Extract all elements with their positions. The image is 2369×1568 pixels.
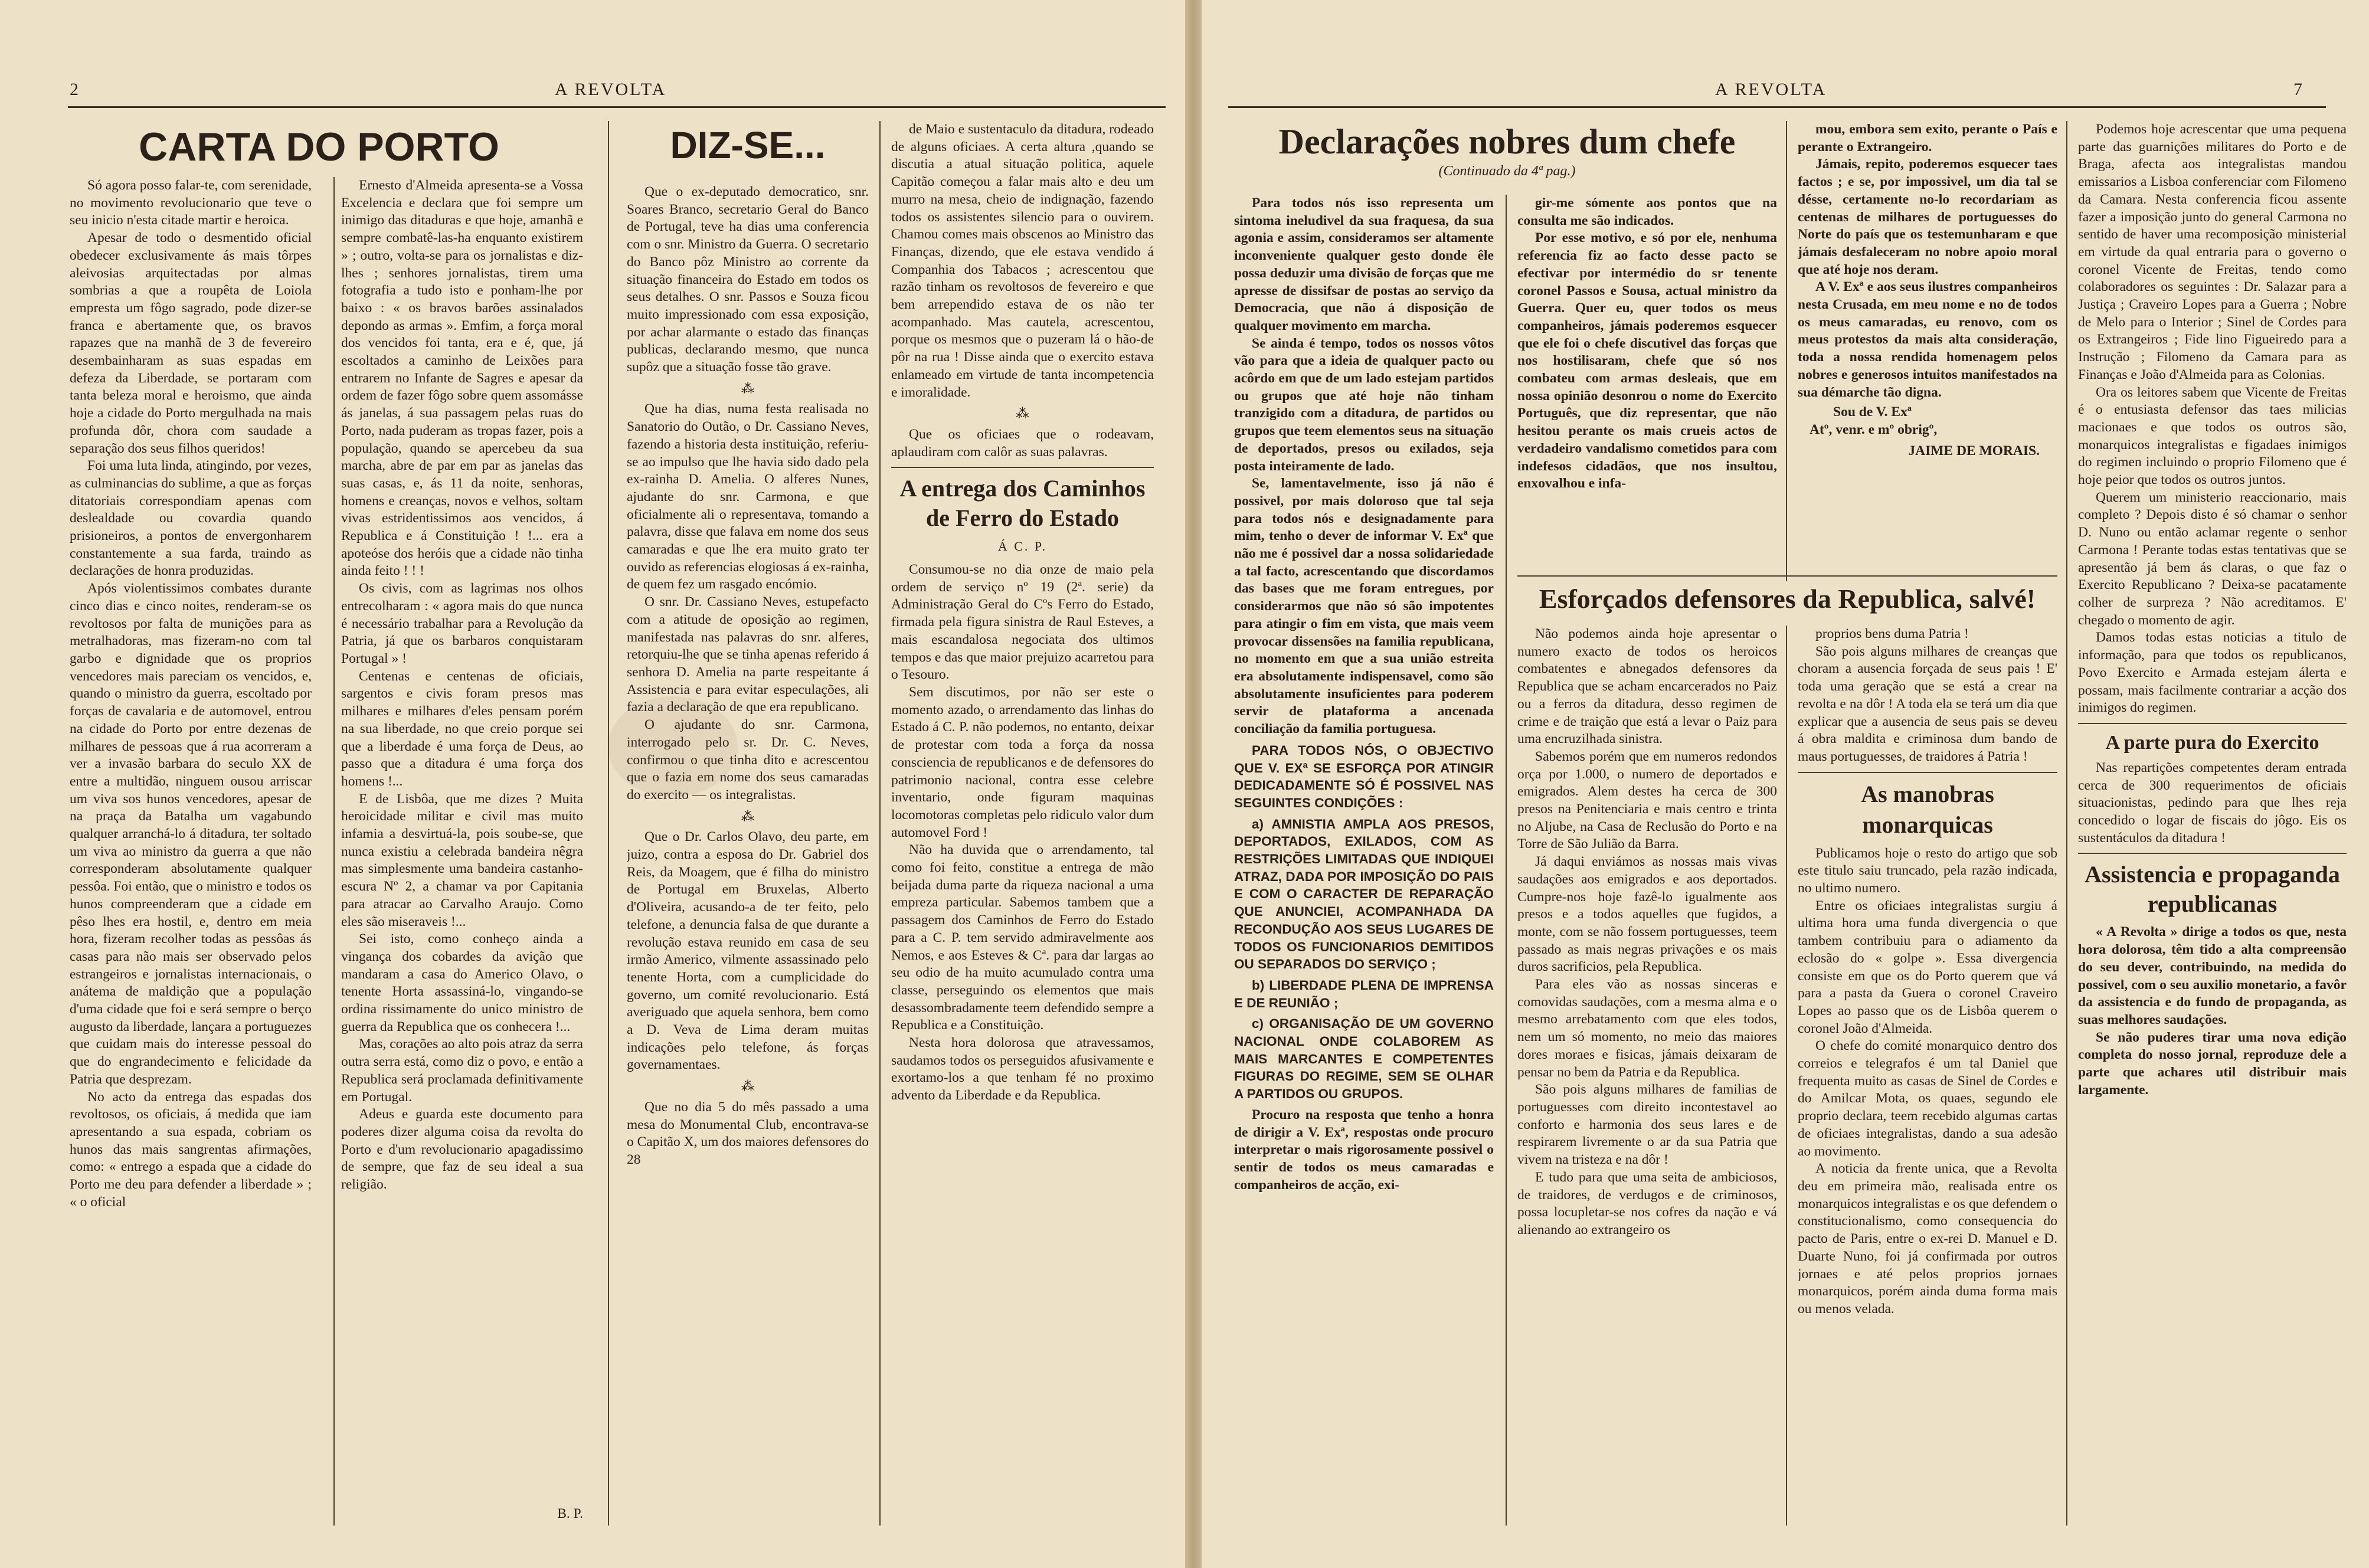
paragraph: Não podemos ainda hoje apresentar o numero exacto de todos os heroicos combatentes e abnegados defensores da Republica que se acham encarcerados no Paiz ou a ferros da ditadura, desso regimen de crime e de traição que está a levar o Paiz para uma encruzilhada sinistra.	[1517, 626, 1777, 747]
condition-item: a) AMNISTIA AMPLA AOS PRESOS, DEPORTADOS, EXILADOS, COM AS RESTRIÇÕES LIMITADAS QUE INDIQUEI ATRAZ, DADA POR IMPOSIÇÃO DO PAIS E COM O CARACTER DE REPARAÇÃO QUE ANUNCIEI, ACOMPANHADA DA RECONDUÇÃO AOS SEUS LUGARES DE TODOS OS FUNCIONARIOS DEMITIDOS OU SEPARADOS DO SERVIÇO ;	[1234, 816, 1494, 972]
paragraph: Após violentissimos combates durante cinco dias e cinco noites, renderam-se os revoltosos por falta de munições para as metralhadoras, mas fizeram-no com tal garbo e dignidade que os proprios vencedores mais pareciam os vencidos, e, quando o ministro da guerra, escoltado por forças de cavalaria e de automovel, entrou na cidade do Porto por entre dezenas de milhares de pessoas que á rua acorreram a ver a invasão barbara do seculo XX de entre a multidão, ninguem ousou arriscar um viva sos hunos vencedores, apesar de na praça da Batalha um vagabundo qualquer arranchá-lo á ditadura, ter soltado um viva ao ministro da guerra a que não corresponderam absolutamente qualquer pessôa. Foi então, que o ministro e todos os hunos compreenderam que a cidade em pêso lhes era hostil, e, dentro em meia hora, fizeram recolher todas as pessôas ás casas para não mais ser observado pelos estrangeiros e jornalistas internacionais, o anátema de maldição que a população d'uma cidade que foi e será sempre o berço augusto da liberdade, lançara a portuguezes que cuidam mais do interesse pessoal do que do engrandecimento e felicidade da Patria que desprezam.	[70, 581, 312, 1087]
asterism-separator: ⁂	[741, 381, 754, 396]
paragraph: Foi uma luta linda, atingindo, por vezes, as culminancias do sublime, a que as forças ditatoriais correspondiam apenas com deslealdade ou covardia quando prisioneiros, a pontos de envergonharem constantemente a sua farda, traindo as declarações de honra produzidas.	[70, 458, 312, 579]
carta-headline-box	[70, 121, 568, 174]
paragraph: No acto da entrega das espadas dos revoltosos, os oficiais, á medida que iam apresentando a sua espada, cobriam os hunos das mais sangrentas afirmações, como: « entrego a espada que a cidade do Porto me deu para defender a liberdade » ; « o oficial	[70, 1089, 312, 1210]
paragraph: « A Revolta » dirige a todos os que, nesta hora dolorosa, têm tido a alta compreensão do seu dever, contribuindo, na medida do possivel, com o seu auxilio monetario, a favôr da assistencia e do fundo de propaganda, as suas melhores saudações.	[2078, 924, 2347, 1027]
dizse-item: O ajudante do snr. Carmona, interrogado pelo sr. Dr. C. Neves, confirmou o que tinha dito e acrescentou que o fazia em nome dos seus camaradas do exercito — os integralistas.	[627, 717, 869, 803]
paragraph: Sem discutimos, por não ser este o momento azado, o arrendamento das linhas do Estado á C. P. não podemos, no entanto, deixar de protestar com toda a força da nossa consciencia de republicanos e de defensores do patrimonio nacional, contra esse celebre inventario, onde figuram maquinas locomotoras completas pelo ridiculo valor dum automovel Ford !	[891, 684, 1154, 840]
asterism-separator: ⁂	[1016, 406, 1029, 421]
paragraph: A noticia da frente unica, que a Revolta deu em primeira mão, realisada entre os monarquicos integralistas e os que defendem o constitucionalismo, como consequencia do pacto de Paris, entre o ex-rei D. Manuel e D. Duarte Nuno, foi já confirmada por outros jornaes e até pelos proprios jornaes monarquicos, porém ainda duma forma mais ou menos velada.	[1798, 1161, 2057, 1317]
column-rule	[1786, 626, 1787, 1526]
conditions-intro: PARA TODOS NÓS, O OBJECTIVO QUE V. EXª SE ESFORÇA POR ATINGIR DEDICADAMENTE SÓ É POSSIVEL NAS SEGUINTES CONDIÇÕES :	[1234, 742, 1494, 810]
col4-left	[891, 121, 1154, 1526]
caminhos-subhead: Á C. P.	[997, 539, 1048, 554]
right-col-4	[2078, 121, 2347, 1526]
paragraph: Centenas e centenas de oficiais, sargentos e civis foram presos mas milhares e milhares d'eles pensam porém na sua liberdade, no que creio porque sei que a liberdade é uma força de Deus, ao passo que a ditadura é uma força dos homens !...	[341, 668, 583, 789]
masthead-left: A REVOLTA	[555, 80, 667, 99]
paragraph: Que os oficiaes que o rodeavam, aplaudiram com calôr as suas palavras.	[891, 426, 1154, 460]
closing-line: Atº, venr. e mº obrigº,	[1810, 421, 1938, 437]
paragraph: Para todos nós isso representa um sintoma ineludivel da sua fraquesa, da sua agonia e assim, consideramos ser altamente inconveniente qualquer gesto donde êle possa deduzir uma divisão de forças que me apresse de dissifsar de postas ao serviço da Democracia, que não á disposição de qualquer movimento em marcha.	[1234, 195, 1494, 333]
paragraph: Nesta hora dolorosa que atravessamos, saudamos todos os perseguidos afusivamente e exortamo-los a que tenham fé no proximo advento da Liberdade e da Republica.	[891, 1035, 1154, 1104]
carta-col-2	[341, 177, 583, 1499]
exercito-headline: A parte pura do Exercito	[2105, 731, 2319, 754]
paragraph: Adeus e guarda este documento para poderes dizer alguma coisa da revolta do Porto e d'um revolucionario apagadissimo de sempre, que faz de seu ideal a sua religião.	[341, 1107, 583, 1193]
section-rule	[1517, 575, 2057, 577]
column-rule	[1786, 121, 1787, 581]
section-rule	[2078, 853, 2347, 854]
column-rule	[2066, 121, 2067, 1526]
right-page	[1202, 0, 2369, 1568]
signature: JAIME DE MORAIS.	[1908, 443, 2040, 459]
paragraph: Ernesto d'Almeida apresenta-se a Vossa Excelencia e declara que foi sempre um inimigo das ditaduras e que hoje, amanhã e sempre combatê-las-ha enquanto existirem » ; outro, volta-se para os jornalistas e diz-lhes ; senhores jornalistas, tirem uma fotografia a tudo isto e ponham-lhe por baixo : « os bravos barões assinalados depondo as armas ». Emfim, a força moral dos vencidos foi tanta, era e é, que, já escoltados a caminho de Leixões para entrarem no Infante de Sagres e apesar da ordem de fazer fôgo sobre quem assomásse ás janelas, á sua passagem pelas ruas do Porto, nada puderam as tropas fazer, pois a população, quando se apercebeu da sua marcha, abre de par em par as janelas das suas casas, e, ás 11 da noite, senhoras, homens e creanças, novos e velhos, soltam vivas estridentissimos aos vencidos, á Republica e á Constituição ! !... era a apoteóse dos heróis que a cidade não tinha ainda feito ! ! !	[341, 178, 583, 579]
header-rule	[1228, 106, 2326, 108]
paragraph: proprios bens duma Patria !	[1815, 626, 1969, 641]
dizse-headline: DIZ-SE...	[670, 124, 826, 166]
paragraph: Sei isto, como conheço ainda a vingança dos cobardes da avição que mandaram a casa do Americo Olavo, o tenente Horta assassiná-lo, vingando-se ordina rissimamente do unico ministro de guerra da Republica que os conhecera !...	[341, 931, 583, 1035]
paragraph: Jámais, repito, poderemos esquecer taes factos ; e se, por impossivel, um dia tal se désse, certamente no-lo recordariam as centenas de milhares de portuguesses do Norte do país que os testemunharam e que jámais desfaleceram no nobre apoio moral que até hoje nos deram.	[1798, 156, 2057, 277]
paragraph: Por esse motivo, e só por ele, nenhuma referencia fiz ao facto desse pacto se efectivar por intermédio do sr tenente coronel Passos e Sousa, actual ministro da Guerra. Quer eu, quer todos os meus companheiros, jámais poderemos esquecer que ele foi o chefe discutivel das forças que nos hostilisaram, chefe que só nos combateu com armas desleais, que em nossa opinião desonrou o nome do Exercito Português, que diz representar, que não hesitou perante os mais crueis actos de verdadeiro vandalismo cometidos para com indefesos cidadãos, que nos insultou, enxovalhou e infa-	[1517, 230, 1777, 492]
paragraph: Damos todas estas noticias a titulo de informação, para que todos os republicanos, Povo Exercito e Armada estejam álerta e possam, mais facilmente contrariar a acção dos inimigos do regimen.	[2078, 630, 2347, 716]
paragraph: de Maio e sustentaculo da ditadura, rodeado de alguns oficiaes. A certa altura ,quando se discutia a atual situação politica, aquele Capitão começou a falar mais alto e deu um murro na mesa, cheio de indignação, fazendo todos os assistentes silencio para o ouvirem. Chamou comes mais obscenos ao Ministro das Finanças, dizendo, que ele estava vendido á Companhia dos Tabacos ; acrescentou que razão tinham os revoltosos de fevereiro e que bem arrependido estava de os não ter acompanhado. Mas cautela, acrescentou, porque os mesmos que o puzeram lá o hão-de pôr na rua ! Disse ainda que o exercito estava enlameado em virtude de tanta incompetencia e imoralidade.	[891, 122, 1154, 400]
paragraph: Podemos hoje acrescentar que uma pequena parte das guarnições militares do Porto e de Braga, afecta aos integralistas mandou emissarios a Lisboa conferenciar com Filomeno da Camara. Nesta conferencia ficou assente fazer a imposição junto do general Carmona no sentido de haver uma recomposição ministerial em virtude da qual entraria para o governo o coronel Vicente de Freitas, tendo como colaboradores os seguintes : Dr. Salazar para a Justiça ; Craveiro Lopes para a Guerra ; Nobre de Melo para o Interior ; Sinel de Cordes para os Extrangeiros ; Fide lino Figueiredo para a Instrução ; Filomeno da Camara para as Finanças e João d'Almeida para as Colonias.	[2078, 122, 2347, 382]
dizse-column	[627, 121, 869, 1526]
asterism-separator: ⁂	[741, 1079, 754, 1094]
paragraph: Apesar de todo o desmentido oficial obedecer exclusivamente ás mais tôrpes aleivosias arquitectadas por almas sombrias a que a roupêta de Loiola empresta um fôgo sagrado, pode dizer-se franca e abertamente que, os bravos rapazes que na manhã de 3 de fevereiro desembainharam as suas espadas em defeza da Liberdade, se portaram com tanta beleza moral e heroismo, que ainda hoje a cidade do Porto mergulhada na mais profunda dôr, chora com saudade a separação dos seus filhos queridos!	[70, 230, 312, 456]
esforcados-headline: Esforçados defensores da Republica, salvé!	[1539, 584, 2036, 614]
esforcados-headline-box	[1517, 581, 2057, 623]
declaracoes-col-2	[1517, 195, 1777, 569]
declaracoes-headline: Declarações nobres dum chefe	[1278, 122, 1736, 161]
asterism-separator: ⁂	[741, 808, 754, 824]
declaracoes-headline-box	[1234, 121, 1780, 186]
masthead-right: A REVOLTA	[1715, 80, 1827, 99]
carta-signature: B. P.	[557, 1506, 583, 1521]
dizse-item: Que o ex-deputado democratico, snr. Soares Branco, secretario Geral do Banco de Portugal, teve ha dias uma conferencia com o snr. Ministro da Guerra. O secretario do Banco pôz Ministro ao corrente da situação financeira do Estado em todos os seus detalhes. O snr. Passos e Souza ficou muito impressionado com essa exposição, por achar alarmante o estado das finanças publicas, declarando mesmo, que nunca supôz que a situação fosse tão grave.	[627, 184, 869, 375]
declaracoes-continued: (Continuado da 4ª pag.)	[1438, 163, 1576, 179]
paragraph: E tudo para que uma seita de ambiciosos, de traidores, de verdugos e de criminosos, possa locupletar-se nos cofres da nação e vá alienando ao extrangeiro os	[1517, 1169, 1777, 1238]
section-rule	[1798, 772, 2057, 773]
paragraph: Querem um ministerio reaccionario, mais completo ? Depois disto é só chamar o senhor D. Nuno ou então aclamar regente o senhor Carmona ! Perante todas estas tentativas que se apresentão já bem ás claras, o que faz o Exercito Republicano ? Deixa-se pacatamente colher de surpreza ? Não acreditamos. E' chegado o momento de agir.	[2078, 489, 2347, 628]
paragraph: Entre os oficiaes integralistas surgiu á ultima hora uma funda divergencia o que tambem contribuiu para o adiamento da eclosão do « golpe ». Essa divergencia consiste em que os do Porto querem que vá para a pasta da Guera o coronel Craveiro Lopes ao passo que os de Lisbôa querem o coronel João d'Almeida.	[1798, 898, 2057, 1036]
dizse-item: Que no dia 5 do mês passado a uma mesa do Monumental Club, encontrava-se o Capitão X, um dos maiores defensores do 28	[627, 1099, 869, 1167]
esforcados-col	[1517, 626, 1777, 1526]
paragraph: Já daqui enviámos as nossas mais vivas saudações aos emigrados e aos deportados. Cumpre-nos hoje fazê-lo igualmente aos presos e a todos aquelles que fugidos, a monte, com se não fossem portuguesses, teem passado as mais negras privações e os mais duros sacrificios, pela Republica.	[1517, 854, 1777, 975]
condition-item: b) LIBERDADE PLENA DE IMPRENSA E DE REUNIÃO ;	[1234, 977, 1494, 1010]
column-rule	[1506, 195, 1507, 1526]
paragraph: E de Lisbôa, que me dizes ? Muita heroicidade militar e civil mas muito infamia a desvirtuá-la, pois soube-se, que nunca existiu a celebrada bandeira nêgra mas simplesmente uma bandeira castanho-escura Nº 2, a chamar va por Capitania para atracar ao Carvalho Araujo. Como eles são miseraveis !...	[341, 791, 583, 929]
paragraph: Sabemos porém que em numeros redondos orça por 1.000, o numero de deportados e emigrados. Alem destes ha cerca de 300 presos na Penitenciaria e mais centro e trinta no Aljube, na Casa de Reclusão do Porto e na Torre de São Julião da Barra.	[1517, 748, 1777, 852]
paragraph: São pois alguns milhares de creanças que choram a ausencia forçada de seus pais ! E' toda uma geração que se está a crear na revolta e na dôr ! A toda ela se terá um dia que explicar que a ausencia de seus pais se deveu á obra maldita e criminosa dum bando de maus portuguesses, de traidores á Patria !	[1798, 643, 2057, 764]
declaracoes-col-1	[1234, 195, 1494, 1526]
paragraph: Só agora posso falar-te, com serenidade, no movimento revolucionario que teve o seu inicio n'esta citade martir e heroica.	[70, 178, 312, 228]
paragraph: São pois alguns milhares de familias de portuguesses com direito incontestavel ao conforto e harmonia dos seus lares e de respirarem livremente o ar da sua Patria que vivem na tristeza e na dôr !	[1517, 1082, 1777, 1168]
header-rule	[68, 106, 1166, 108]
dizse-item: Que ha dias, numa festa realisada no Sanatorio do Outão, o Dr. Cassiano Neves, fazendo a historia desta instituição, referiu-se ao impulso que lhe havia sido dado pela ex-rainha D. Amelia. O alferes Nunes, ajudante do snr. Carmona, e que oficialmente ali o representava, tomando a palavra, disse que falava em nome dos seus camaradas e que lhe era muito grato ter ouvido as referencias elogiosas á ex-rainha, de quem fez um rasgado encómio.	[627, 401, 869, 592]
carta-col-1	[70, 177, 312, 1526]
paper-stain	[608, 696, 738, 797]
carta-signature-box	[341, 1502, 583, 1526]
dizse-item: O snr. Dr. Cassiano Neves, estupefacto com a atitude de oposição ao regimen, manifestada nas palavras do snr. alferes, retorquiu-lhe que se tinha apenas referido á senhora D. Amelia na parte respeitante á Assistencia e para evitar especulações, ali fazia a declaração de que era republicano.	[627, 594, 869, 715]
paragraph: Se não puderes tirar uma nova edição completa do nosso jornal, reproduze dele a parte que achares util distribuir mais largamente.	[2078, 1029, 2347, 1098]
closing-line: Sou de V. Exª	[1833, 404, 1912, 420]
paragraph: Publicamos hoje o resto do artigo que sob este titulo saiu truncado, pela razão indicada, no ultimo numero.	[1798, 845, 2057, 896]
paragraph: Nas repartições competentes deram entrada cerca de 300 requerimentos de oficiais situacionistas, pedindo para que lhes reja concedido o logar de fiscais do jôgo. Eis os sustentáculos da ditadura !	[2078, 760, 2347, 846]
dizse-item: Que o Dr. Carlos Olavo, deu parte, em juizo, contra a esposa do Dr. Gabriel dos Reis, da Moagem, que é filha do ministro de Portugal em Bruxelas, Alberto d'Oliveira, acusando-a de ter feito, pelo telefone, a denuncia falsa de que durante a revolução estava reunido em casa de seu irmão Americo, vilmente assassinado pelo tenente Horta, com a cumplicidade do governo, um comité revolucionario. Está averiguado que aquela senhora, bem como a D. Veva de Lima deram muitas indicações pelo telefone, ás forças governamentaes.	[627, 829, 869, 1073]
page-number-right: 7	[2293, 80, 2304, 99]
page-number-left: 2	[70, 80, 80, 99]
paragraph: A V. Exª e aos seus ilustres companheiros nesta Crusada, em meu nome e no de todos os meus camaradas, eu renovo, com os meus protestos da mais alta consideração, toda a nossa rendida homenagem pelos nobres e generosos intuitos manifestados na sua démarche tão digna.	[1798, 279, 2057, 400]
assistencia-headline: Assistencia e propaganda republicanas	[2085, 861, 2340, 918]
paragraph: mou, embora sem exito, perante o País e perante o Extrangeiro.	[1798, 122, 2057, 155]
section-rule	[2078, 723, 2347, 724]
column-rule	[608, 121, 609, 1526]
paragraph: Mas, corações ao alto pois atraz da serra outra serra está, como diz o povo, e então a Republica será proclamada definitivamente em Portugal.	[341, 1036, 583, 1105]
caminhos-headline: A entrega dos Caminhos de Ferro do Estado	[899, 475, 1146, 532]
declaracoes-col-3	[1798, 121, 2057, 569]
paragraph: Se, lamentavelmente, isso já não é possivel, por mais doloroso que tal seja para todos nós e designadamente para mim, tenho o dever de informar V. Exª que não me é possivel dar a nossa solidariedade a tal facto, acrescentando que discordamos das bases que me foram entregues, por considerarmos que não só são impotentes para atingir o fim em vista, que mais veem provocar dissensões na familia republicana, no momento em que a sua união estreita era absolutamente indispensavel, como são absolutamente insuficientes para poderem servir de plataforma a ancenada conciliação da familia portuguesa.	[1234, 476, 1494, 737]
column-rule	[879, 121, 881, 1526]
page-gutter	[1185, 0, 1202, 1568]
esforcados-manobras-col	[1798, 626, 2057, 1526]
paragraph: Ora os leitores sabem que Vicente de Freitas é o entusiasta defensor das taes milicias macionaes e que todos os outros são, monarquicos integralistas e figadaes inimigos do regimen incluindo o proprio Filomeno que é hoje peior que todos os outros juntos.	[2078, 384, 2347, 488]
paragraph: Para eles vão as nossas sinceras e comovidas saudações, com a mesma alma e o mesmo arrebatamento com que eles todos, nem um só momento, no meio das maiores dores moraes e fisicas, jámais deixaram de pensar no bem da Patria e da Republica.	[1517, 977, 1777, 1080]
paragraph: Os civis, com as lagrimas nos olhos entrecolharam : « agora mais do que nunca é necessário trabalhar para a Revolução da Patria, já que os barbaros conquistaram Portugal » !	[341, 581, 583, 666]
paragraph: Procuro na resposta que tenho a honra de dirigir a V. Exª, respostas onde procuro interpretar o mais rigorosamente possivel o sentir de todos os meus camaradas e companheiros de acção, exi-	[1234, 1107, 1494, 1193]
condition-item: c) ORGANISAÇÃO DE UM GOVERNO NACIONAL ONDE COLABOREM AS MAIS MARCANTES E COMPETENTES FIGURAS DO REGIME, SEM SE OLHAR A PARTIDOS OU GRUPOS.	[1234, 1016, 1494, 1102]
paragraph: Consumou-se no dia onze de maio pela ordem de serviço nº 19 (2ª. serie) da Administração Geral do Cºs Ferro do Estado, firmada pela figura sinistra de Raul Esteves, a mais escandalosa negociata dos ultimos tempos e das que maior prejuizo acarretou para o Tesouro.	[891, 562, 1154, 683]
carta-headline: CARTA DO PORTO	[139, 125, 499, 169]
column-rule	[333, 177, 335, 1526]
section-rule	[891, 467, 1154, 468]
manobras-headline: As manobras monarquicas	[1861, 780, 1994, 838]
paragraph: Se ainda é tempo, todos os nossos vôtos vão para que a ideia de qualquer pacto ou acôrdo em que de um lado estejam partidos ou grupos que até hoje não tinham tranzigido com a ditadura, de partidos ou grupos que teem elementos seus na situação de deportados, presos ou exilados, seja posta inteiramente de lado.	[1234, 335, 1494, 474]
paragraph: Não ha duvida que o arrendamento, tal como foi feito, constitue a entrega de mão beijada duma parte da riqueza nacional a uma empreza particular. Sabemos tambem que a passagem dos Caminhos de Ferro do Estado para a C. P. tem servido admiravelmente aos Nemos, e aos Esteves & Cª. para dar largas ao seu odio de ha muito acumulado contra uma classe, perseguindo os elementos que mais desassombradamente teem defendido sempre a Republica e a Constituição.	[891, 842, 1154, 1033]
paragraph: gir-me sómente aos pontos que na consulta me são indicados.	[1517, 195, 1777, 228]
paragraph: O chefe do comité monarquico dentro dos correios e telegrafos é um tal Daniel que frequenta muito as casas de Sinel de Cordes e do Amilcar Mota, os quaes, segundo ele proprio declara, teem recebido algumas cartas de oficiaes integralistas, dando a sua adesão ao movimento.	[1798, 1038, 2057, 1159]
